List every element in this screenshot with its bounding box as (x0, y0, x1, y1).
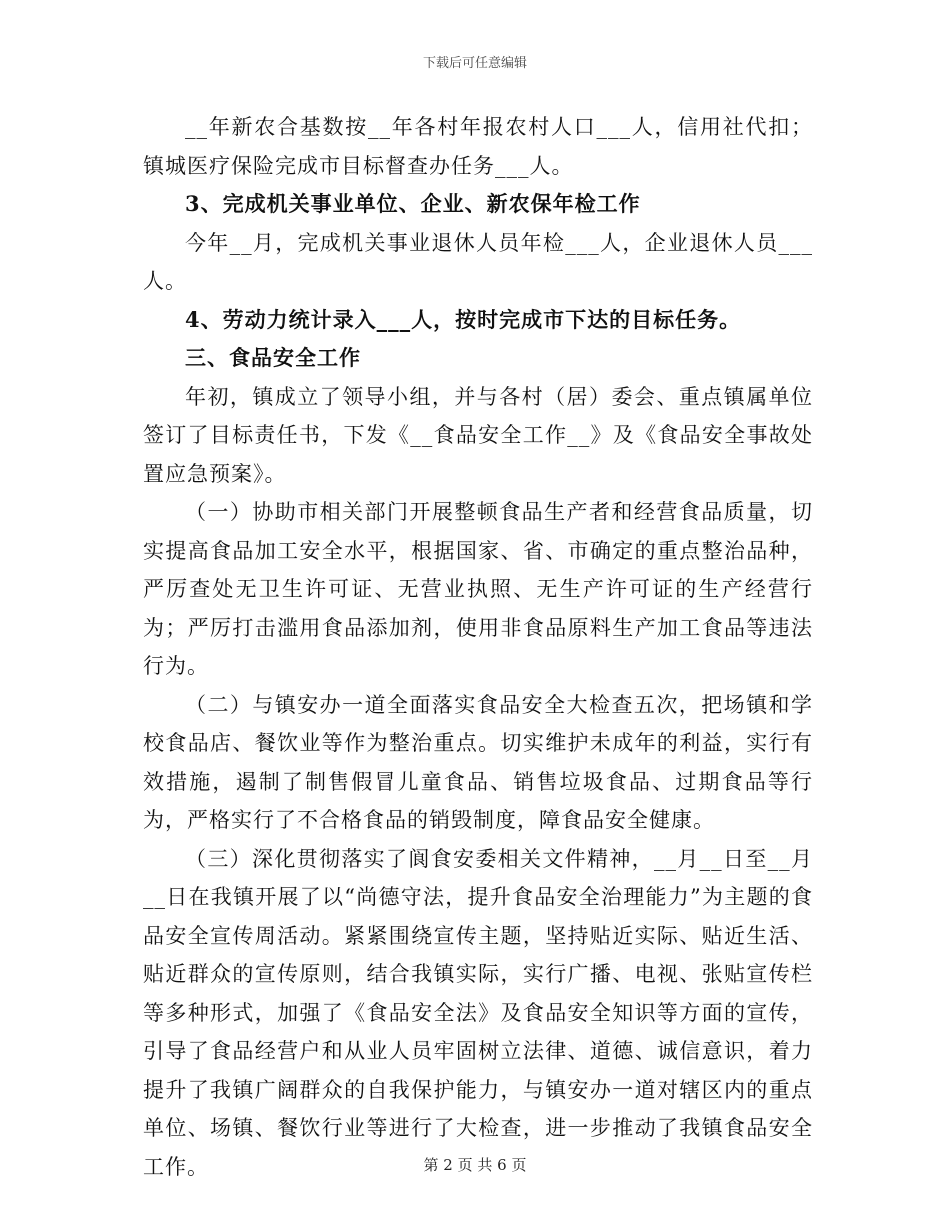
paragraph-food-safety-item-3: （三）深化贯彻落实了阆食安委相关文件精神，__月__日至__月__日在我镇开展了以“尚德守法，提升食品安全治理能力”为主题的食品安全宣传周活动。紧紧围绕宣传主题，坚持贴近实际、贴近生活、贴近群众的宣传原则，结合我镇实际，实行广播、电视、张贴宣传栏等多种形式，加强了《食品安全法》及食品安全知识等方面的宣传，引导了食品经营户和从业人员牢固树立法律、道德、诚信意识，着力提升了我镇广阔群众的自我保护能力，与镇安办一道对辖区内的重点单位、场镇、餐饮行业等进行了大检查，进一步推动了我镇食品安全工作。 (143, 846, 813, 1179)
paragraph-retiree-inspection: 今年__月，完成机关事业退休人员年检___人，企业退休人员___人。 (143, 230, 813, 293)
paragraph-insurance-base: __年新农合基数按__年各村年报农村人口___人，信用社代扣；镇城医疗保险完成市目标督查办任务___人。 (143, 115, 813, 178)
paragraph-food-safety-item-1: （一）协助市相关部门开展整顿食品生产者和经营食品质量，切实提高食品加工安全水平，根据国家、省、市确定的重点整治品种，严厉查处无卫生许可证、无营业执照、无生产许可证的生产经营行为；严厉打击滥用食品添加剂，使用非食品原料生产加工食品等违法行为。 (143, 500, 813, 678)
heading-annual-inspection: 3、完成机关事业单位、企业、新农保年检工作 (185, 191, 641, 216)
paragraph-food-safety-intro: 年初，镇成立了领导小组，并与各村（居）委会、重点镇属单位签订了目标责任书，下发《__食品安全工作__》及《食品安全事故处置应急预案》。 (143, 384, 813, 486)
page-header-note: 下载后可任意编辑 (422, 56, 527, 71)
document-body (143, 108, 813, 1186)
page-number-footer: 第 2 页 共 6 页 (423, 1156, 527, 1174)
heading-labor-statistics: 4、劳动力统计录入___人，按时完成市下达的目标任务。 (185, 306, 742, 332)
paragraph-food-safety-item-2: （二）与镇安办一道全面落实食品安全大检查五次，把场镇和学校食品店、餐饮业等作为整治重点。切实维护未成年的利益，实行有效措施，遏制了制售假冒儿童食品、销售垃圾食品、过期食品等行为，严格实行了不合格食品的销毁制度，障食品安全健康。 (143, 692, 813, 832)
section-heading-food-safety: 三、食品安全工作 (185, 345, 361, 370)
